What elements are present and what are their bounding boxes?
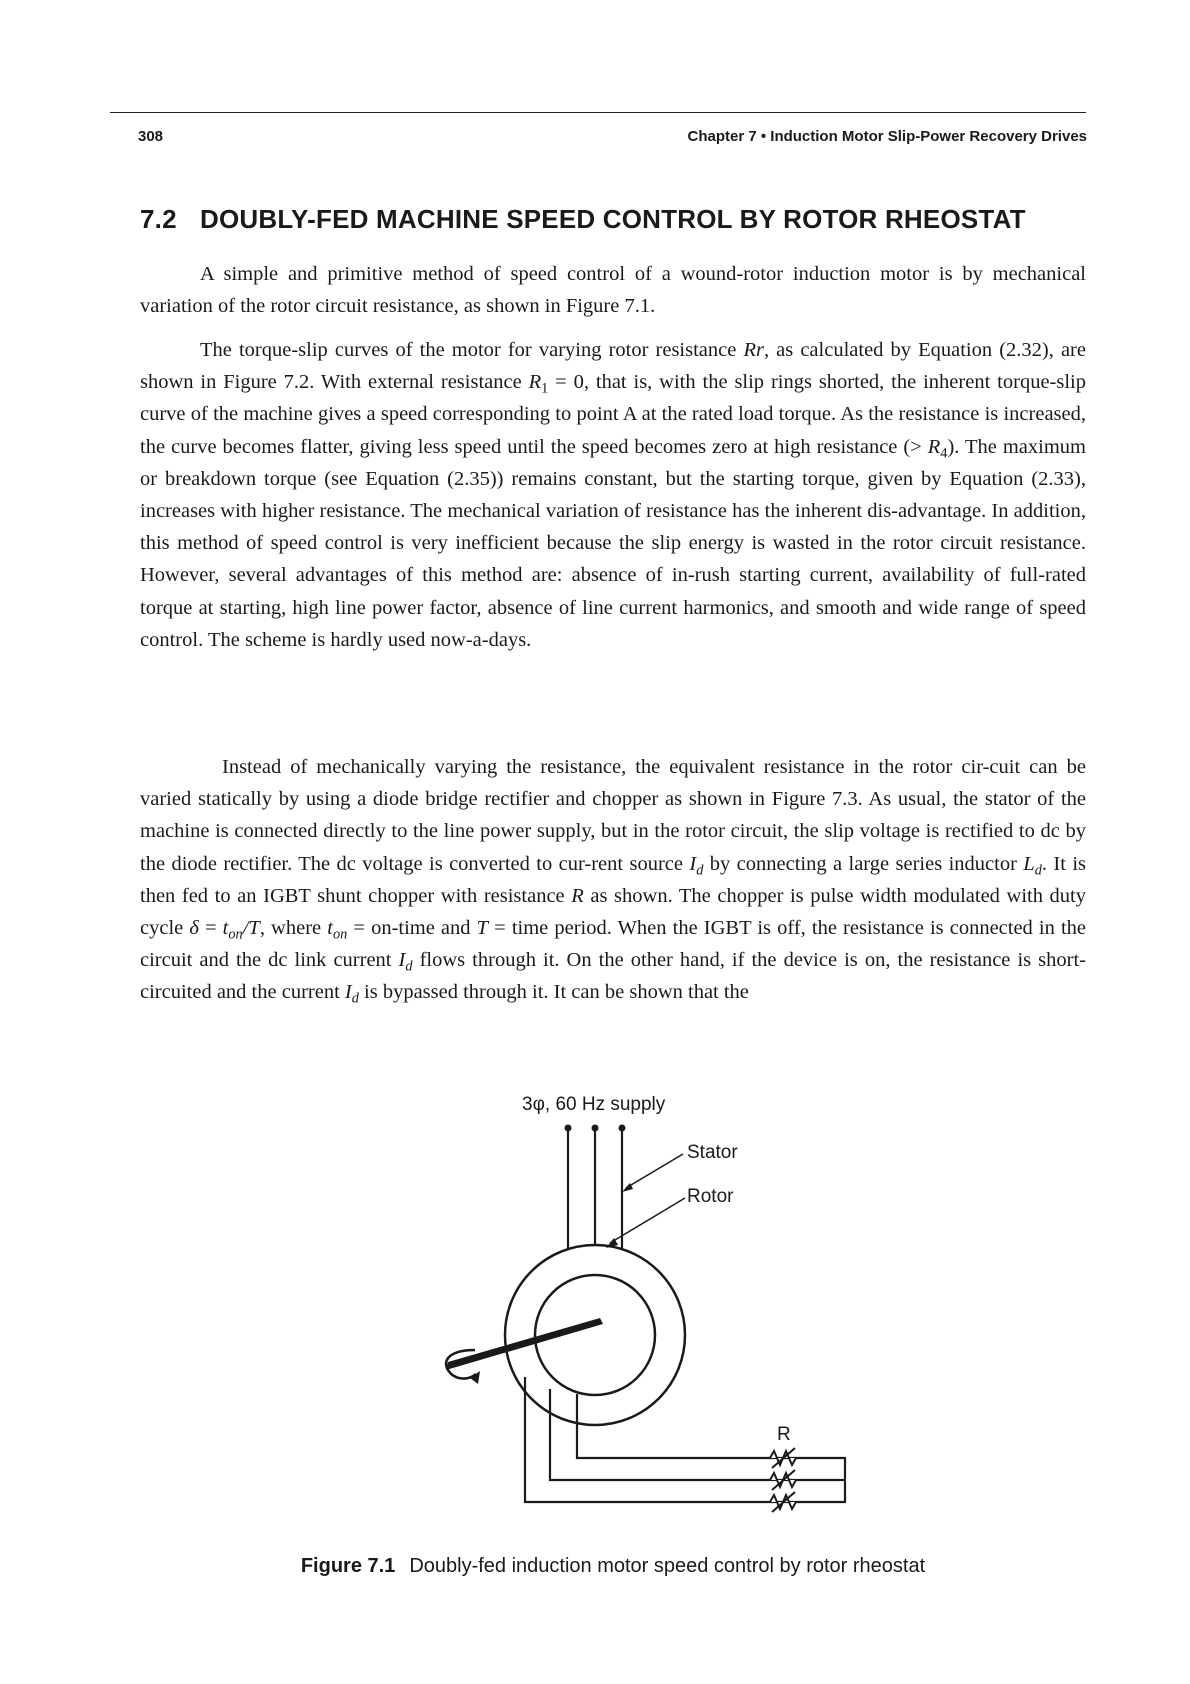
- var-r1: R: [528, 371, 542, 394]
- var-rr: Rr: [743, 339, 764, 361]
- motor-rheostat-diagram: [440, 1088, 920, 1548]
- p2-text-c: = 0, that is, with the slip rings shorted, the inherent torque-slip curve of the machine gives a speed corresponding to point A at the rated load torque. As the resistance is increased, the curve becomes flatter, giving less speed until the speed becomes zero at high resistance (>: [140, 371, 1086, 458]
- sub-1: 1: [541, 380, 549, 397]
- p3-text-b: by connecting a large series inductor: [703, 852, 1024, 875]
- var-t: t: [222, 917, 229, 940]
- sub-on: on: [228, 926, 243, 943]
- var-t: t: [327, 917, 333, 940]
- var-delta: δ: [189, 917, 199, 940]
- p3-text-d: as shown. The chopper is pulse width modulated with duty cycle: [140, 884, 1087, 940]
- caption-text: Doubly-fed induction motor speed control by rotor rheostat: [409, 1555, 926, 1577]
- paragraph-1-text: A simple and primitive method of speed control of a wound-rotor induction motor is by mechanical variation of the rotor circuit resistance, as shown in Figure 7.1.: [140, 263, 1086, 318]
- header-rule: [110, 112, 1086, 113]
- sub-4: 4: [940, 444, 948, 461]
- sub-d: d: [1034, 861, 1042, 878]
- var-slash-t: /T: [242, 917, 260, 940]
- resistor-1: [770, 1448, 796, 1468]
- stator-leader: [626, 1154, 683, 1188]
- section-title: DOUBLY-FED MACHINE SPEED CONTROL BY ROTOR RHEOSTAT: [200, 204, 1026, 234]
- var-id: I: [398, 949, 406, 972]
- rotor-label: Rotor: [687, 1186, 734, 1207]
- resistor-label: R: [777, 1424, 791, 1445]
- rotation-arrowhead: [470, 1371, 480, 1384]
- equals: =: [198, 917, 223, 940]
- page-number: 308: [138, 128, 164, 145]
- var-ld: L: [1023, 852, 1035, 875]
- sub-d: d: [405, 958, 413, 975]
- var-T: T: [476, 917, 489, 940]
- p3-text-e: , where: [259, 917, 328, 940]
- p2-text-d: ). The maximum or breakdown torque (see Equation (2.35)) remains constant, but the starting torque, given by Equation (2.33), increases with higher resistance. The mechanical variation of resistance has the inherent dis-advantage. In addition, this method of speed control is very inefficient because the slip energy is wasted in the rotor circuit resistance. However, several advantages of this method are: absence of in-rush starting current, availability of full-rated torque at starting, high line power factor, absence of line current harmonics, and smooth and wide range of speed control. The scheme is hardly used now-a-days.: [140, 435, 1086, 651]
- supply-terminals: [565, 1125, 626, 1132]
- section-heading: [140, 204, 1026, 235]
- sub-on: on: [332, 926, 348, 943]
- leader-arrowheads: [606, 1183, 633, 1248]
- var-r: R: [571, 884, 584, 907]
- terminal-b: [592, 1125, 599, 1132]
- var-r4: R: [927, 435, 941, 458]
- p3-text-f: = on-time and: [347, 917, 477, 940]
- p2-text-b: , as calculated by Equation (2.32), are shown in Figure 7.2. With external resistance: [140, 339, 1086, 394]
- var-id: I: [344, 981, 352, 1004]
- paragraph-2: [140, 334, 1086, 656]
- caption-number: Figure 7.1: [300, 1555, 396, 1577]
- figure-caption: [140, 1555, 1086, 1578]
- sub-d: d: [696, 861, 704, 878]
- p3-text-i: is bypassed through it. It can be shown that the: [358, 981, 749, 1004]
- p3-text-h: flows through it. On the other hand, if the device is on, the resistance is short-circuited and the current: [140, 949, 1086, 1004]
- resistor-2: [770, 1470, 796, 1490]
- terminal-a: [565, 1125, 572, 1132]
- resistor-3: [770, 1492, 796, 1512]
- p3-text-c: . It is then fed to an IGBT shunt chopper with resistance: [140, 852, 1086, 907]
- paragraph-3: [140, 751, 1086, 1009]
- terminal-c: [619, 1125, 626, 1132]
- p3-text-g: = time period. When the IGBT is off, the resistance is connected in the circuit and the dc link current: [140, 917, 1087, 972]
- section-number: 7.2: [140, 204, 177, 234]
- sub-d: d: [351, 990, 359, 1007]
- supply-label: 3φ, 60 Hz supply: [522, 1094, 666, 1115]
- running-header: Chapter 7 • Induction Motor Slip-Power Recovery Drives: [687, 128, 1087, 145]
- stator-label: Stator: [687, 1142, 738, 1163]
- p2-text-a: The torque-slip curves of the motor for varying rotor resistance: [200, 339, 744, 361]
- var-id: I: [689, 852, 697, 875]
- p3-text-a: Instead of mechanically varying the resistance, the equivalent resistance in the rotor cir-cuit can be varied statically by using a diode bridge rectifier and chopper as shown in Figure 7.3. As usual, the stator of the machine is connected directly to the line power supply, but in the rotor circuit, the slip voltage is rectified to dc by the diode rectifier. The dc voltage is converted to cur-rent source: [140, 756, 1086, 875]
- paragraph-1: [140, 258, 1086, 322]
- figure-7-1: [440, 1088, 920, 1548]
